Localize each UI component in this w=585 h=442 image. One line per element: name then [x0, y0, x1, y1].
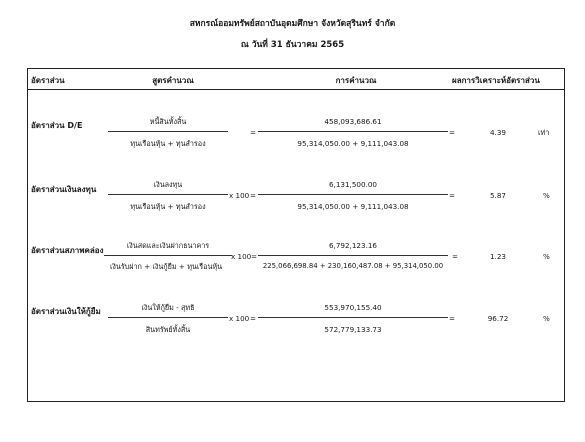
result-unit: %	[543, 191, 550, 200]
row-label: อัตราส่วนเงินให้กู้ยืม	[31, 307, 101, 316]
column-header-formula: สูตรคำนวณ	[152, 76, 194, 85]
result-value: 1.23	[489, 252, 506, 261]
calc-fraction-bar	[258, 194, 448, 195]
calc-denominator: 225,066,698.84 + 230,160,487.08 + 95,314,050.00	[262, 262, 444, 270]
formula-denominator: ทุนเรือนหุ้น + ทุนสำรอง	[130, 139, 206, 148]
formula-denominator: ทุนเรือนหุ้น + ทุนสำรอง	[130, 202, 206, 211]
equals-sign: =	[449, 191, 456, 200]
equals-sign: =	[452, 252, 459, 261]
calc-numerator: 6,792,123.16	[328, 241, 377, 250]
calc-fraction-bar	[258, 255, 448, 256]
result-unit: %	[543, 252, 550, 261]
result-unit: %	[543, 314, 550, 323]
formula-numerator: เงินให้กู้ยืม - สุทธิ	[141, 303, 195, 312]
header-divider	[27, 89, 565, 90]
formula-fraction-bar	[108, 194, 228, 195]
column-header-ratio: อัตราส่วน	[31, 76, 65, 85]
calc-fraction-bar	[258, 317, 448, 318]
calc-numerator: 6,131,500.00	[328, 180, 377, 189]
formula-fraction-bar	[104, 255, 232, 256]
result-value: 96.72	[487, 314, 509, 323]
document-date: ณ วันที่ 31 ธันวาคม 2565	[240, 40, 345, 50]
multiplier-label: x 100	[231, 252, 252, 261]
result-value: 4.39	[489, 128, 506, 137]
equals-sign: =	[449, 128, 456, 137]
calc-denominator: 572,779,133.73	[324, 325, 382, 334]
formula-numerator: หนี้สินทั้งสิ้น	[149, 117, 187, 126]
row-label: อัตราส่วน D/E	[31, 121, 83, 130]
formula-denominator: สินทรัพย์ทั้งสิ้น	[145, 325, 191, 334]
column-header-result: ผลการวิเคราะห์อัตราส่วน	[452, 76, 540, 85]
calc-denominator: 95,314,050.00 + 9,111,043.08	[297, 202, 409, 211]
formula-denominator: เงินรับฝาก + เงินกู้ยืม + ทุนเรือนหุ้น	[109, 262, 223, 271]
column-header-calculation: การคำนวณ	[335, 76, 377, 85]
equals-sign: =	[251, 252, 258, 261]
document-title: สหกรณ์ออมทรัพย์สถาบันอุดมศึกษา จังหวัดสุรินทร์ จำกัด	[189, 19, 396, 29]
equals-sign: =	[449, 314, 456, 323]
formula-fraction-bar	[108, 131, 228, 132]
multiplier-label: x 100	[229, 314, 250, 323]
formula-numerator: เงินสดและเงินฝากธนาคาร	[126, 241, 210, 250]
multiplier-label: x 100	[229, 191, 250, 200]
equals-sign: =	[250, 128, 257, 137]
formula-numerator: เงินลงทุน	[153, 180, 183, 189]
calc-numerator: 553,970,155.40	[324, 303, 382, 312]
calc-denominator: 95,314,050.00 + 9,111,043.08	[297, 139, 409, 148]
result-unit: เท่า	[538, 128, 550, 137]
equals-sign: =	[250, 314, 257, 323]
calc-numerator: 458,093,686.61	[324, 117, 382, 126]
row-label: อัตราส่วนสภาพคล่อง	[31, 246, 104, 255]
calc-fraction-bar	[258, 131, 448, 132]
row-label: อัตราส่วนเงินลงทุน	[31, 185, 97, 194]
formula-fraction-bar	[108, 317, 228, 318]
equals-sign: =	[250, 191, 257, 200]
result-value: 5.87	[489, 191, 506, 200]
